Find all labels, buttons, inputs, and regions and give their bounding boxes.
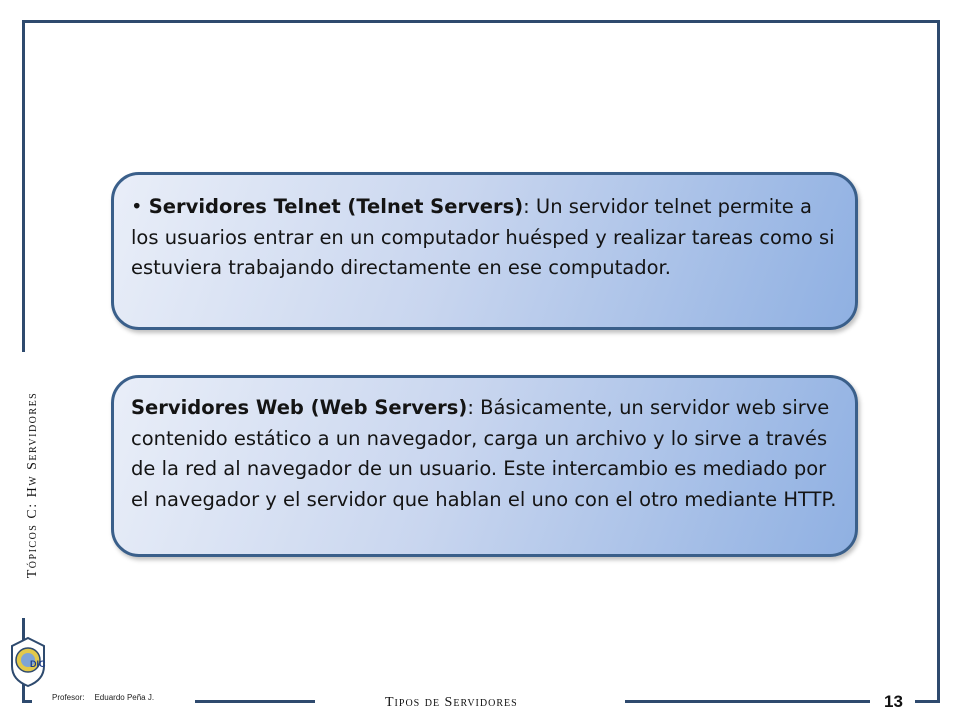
frame-bottom-line-2 bbox=[195, 700, 315, 703]
bullet: • bbox=[131, 195, 143, 218]
footer-slide-title: Tipos de Servidores bbox=[385, 695, 518, 710]
web-servers-box bbox=[111, 375, 858, 557]
side-course-title: Tópicos C: Hw Servidores bbox=[25, 391, 40, 579]
footer-professor bbox=[52, 693, 164, 702]
svg-text:DIC: DIC bbox=[30, 659, 46, 669]
web-servers-description: : Básicamente, un servidor web sirve contenido estático a un navegador, carga un archivo y lo sirve a través de la red al navegador de un usuario. Este intercambio es mediado por el navegador y el servidor que hablan el uno con el otro mediante HTTP. bbox=[131, 396, 837, 511]
frame-top-line bbox=[22, 20, 940, 23]
web-servers-text bbox=[131, 393, 843, 515]
telnet-servers-term: Servidores Telnet (Telnet Servers) bbox=[148, 195, 524, 218]
frame-bottom-line-3 bbox=[625, 700, 870, 703]
professor-label: Profesor: bbox=[52, 693, 85, 702]
telnet-servers-box bbox=[111, 172, 858, 330]
university-seal-icon bbox=[8, 636, 48, 688]
telnet-servers-description: : Un servidor telnet permite a los usuarios entrar en un computador huésped y realizar tareas como si estuviera trabajando directamente en ese computador. bbox=[131, 195, 835, 279]
frame-left-line-upper bbox=[22, 20, 25, 352]
page-number: 13 bbox=[884, 692, 903, 711]
telnet-servers-text bbox=[131, 192, 843, 284]
frame-right-line bbox=[937, 20, 940, 702]
frame-bottom-line-1 bbox=[22, 700, 32, 703]
web-servers-term: Servidores Web (Web Servers) bbox=[131, 396, 468, 419]
professor-name: Eduardo Peña J. bbox=[94, 693, 155, 702]
frame-bottom-line-4 bbox=[915, 700, 940, 703]
